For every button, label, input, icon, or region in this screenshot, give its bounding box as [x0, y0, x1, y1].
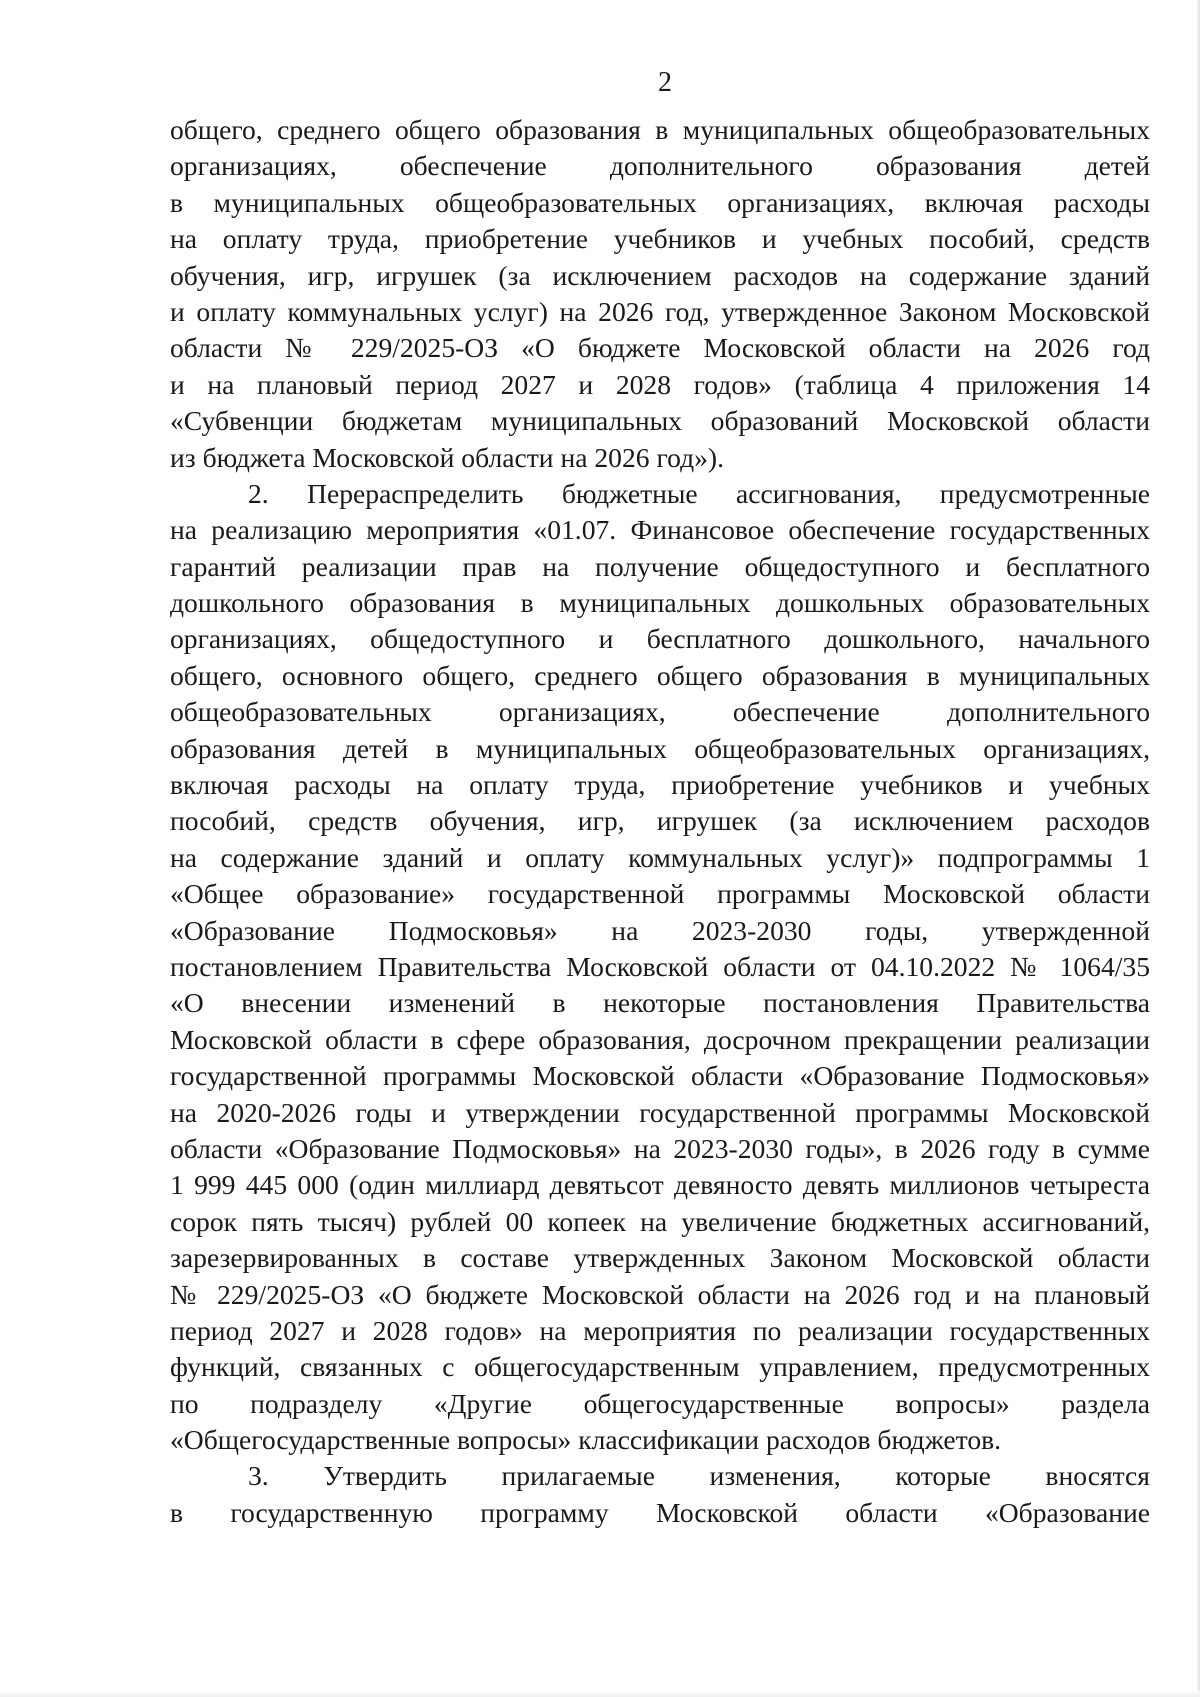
text-line: функций, связанных с общегосударственным управлением, предусмотренных — [170, 1351, 1150, 1383]
text-line: области № 229/2025-ОЗ «О бюджете Московской области на 2026 год — [170, 332, 1150, 364]
text-line: общего, среднего общего образования в муниципальных общеобразовательных — [170, 114, 1150, 145]
text-line: в государственную программу Московской области «Образование — [170, 1496, 1150, 1528]
text-line: гарантий реализации прав на получение общедоступного и бесплатного — [170, 550, 1150, 582]
text-line: «О внесении изменений в некоторые постановления Правительства — [170, 987, 1150, 1019]
text-line: организациях, общедоступного и бесплатного дошкольного, начального — [170, 623, 1150, 655]
paragraph-3-start: 3. Утвердить прилагаемые изменения, которые вносятся — [248, 1460, 1150, 1492]
text-line: организациях, обеспечение дополнительного образования детей — [170, 150, 1150, 182]
text-line: на содержание зданий и оплату коммунальных услуг)» подпрограммы 1 — [170, 841, 1150, 873]
text-line: в муниципальных общеобразовательных организациях, включая расходы — [170, 186, 1150, 218]
text-line: обучения, игр, игрушек (за исключением расходов на содержание зданий — [170, 259, 1150, 291]
text-line: № 229/2025-ОЗ «О бюджете Московской области на 2026 год и на плановый — [170, 1278, 1150, 1310]
paragraph-2-start: 2. Перераспределить бюджетные ассигнования, предусмотренные — [248, 477, 1150, 509]
scan-edge-bottom — [0, 1691, 1200, 1697]
text-line: на реализацию мероприятия «01.07. Финансовое обеспечение государственных — [170, 514, 1150, 546]
text-line: общеобразовательных организациях, обеспечение дополнительного — [170, 696, 1150, 728]
text-line: области «Образование Подмосковья» на 2023-2030 годы», в 2026 году в сумме — [170, 1132, 1150, 1164]
text-line: «Субвенции бюджетам муниципальных образований Московской области — [170, 405, 1150, 437]
text-line: сорок пять тысяч) рублей 00 копеек на увеличение бюджетных ассигнований, — [170, 1205, 1150, 1237]
text-line: Московской области в сфере образования, досрочном прекращении реализации — [170, 1023, 1150, 1055]
text-line: 1 999 445 000 (один миллиард девятьсот девяносто девять миллионов четыреста — [170, 1169, 1150, 1201]
text-line: «Образование Подмосковья» на 2023-2030 годы, утвержденной — [170, 914, 1150, 946]
text-line: период 2027 и 2028 годов» на мероприятия по реализации государственных — [170, 1314, 1150, 1346]
text-line: по подразделу «Другие общегосударственные вопросы» раздела — [170, 1387, 1150, 1419]
text-line: «Общее образование» государственной программы Московской области — [170, 878, 1150, 910]
text-line: из бюджета Московской области на 2026 год»). — [170, 441, 725, 473]
text-line: общего, основного общего, среднего общего образования в муниципальных — [170, 659, 1150, 691]
text-line: дошкольного образования в муниципальных дошкольных образовательных — [170, 587, 1150, 619]
document-body — [170, 112, 1150, 1531]
text-line: постановлением Правительства Московской области от 04.10.2022 № 1064/35 — [170, 950, 1150, 982]
text-line: и на плановый период 2027 и 2028 годов» (таблица 4 приложения 14 — [170, 368, 1150, 400]
text-line: образования детей в муниципальных общеобразовательных организациях, — [170, 732, 1150, 764]
text-line: на 2020-2026 годы и утверждении государственной программы Московской — [170, 1096, 1150, 1128]
text-line: включая расходы на оплату труда, приобретение учебников и учебных — [170, 769, 1150, 801]
text-line: «Общегосударственные вопросы» классификации расходов бюджетов. — [170, 1424, 1002, 1456]
page-number: 2 — [658, 67, 672, 98]
text-line: и оплату коммунальных услуг) на 2026 год, утвержденное Законом Московской — [170, 295, 1150, 327]
text-line: зарезервированных в составе утвержденных Законом Московской области — [170, 1242, 1150, 1274]
text-line: на оплату труда, приобретение учебников и учебных пособий, средств — [170, 223, 1150, 255]
text-line: пособий, средств обучения, игр, игрушек (за исключением расходов — [170, 805, 1150, 837]
text-line: государственной программы Московской области «Образование Подмосковья» — [170, 1060, 1150, 1092]
